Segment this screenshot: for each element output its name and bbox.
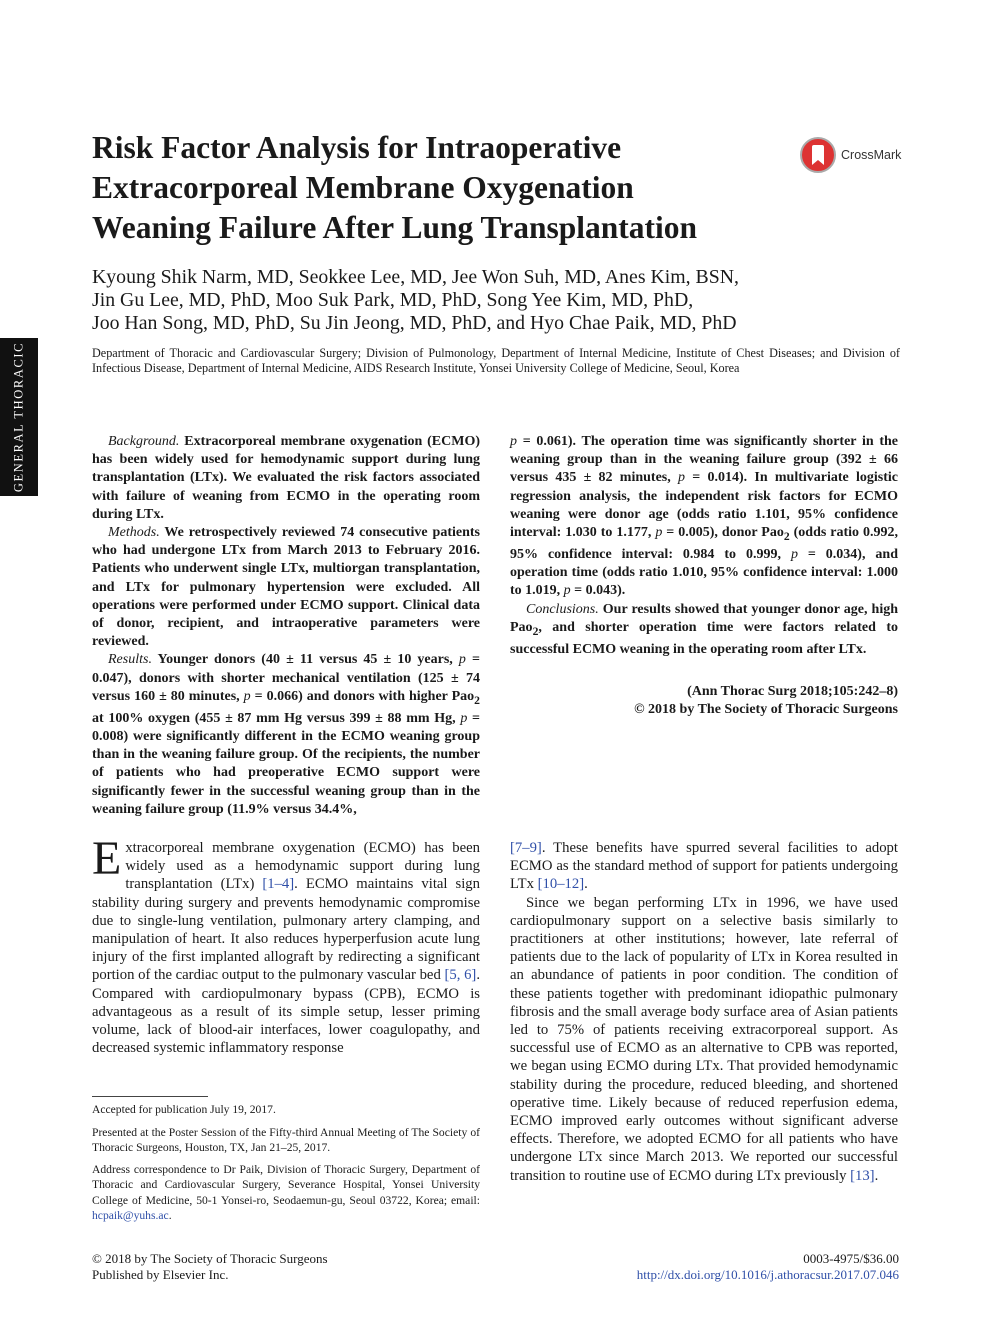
abstract-heading: Background. <box>108 434 180 449</box>
abstract-results-cont: p = 0.061). The operation time was significantly shorter in the weaning group than in the weaning failure group (392 ± 66 versus 435 ± 82 minutes, p = 0.014). In multivariate logistic regression analysis, the independent risk factors for ECMO weaning were donor age (odds ratio 1.101, 95% confidence interval: 1.030 to 1.177, p = 0.005), donor Pao$_2$ (odds ratio 0.992, 95% confidence interval: 0.984 to 0.999, p = 0.034), and operation time (odds ratio 1.010, 95% confidence interval: 1.000 to 1.019, p = 0.043). <box>510 434 898 599</box>
section-tab <box>0 338 38 496</box>
crossmark-label: CrossMark <box>841 148 902 162</box>
section-tab-label: GENERAL THORACIC <box>11 341 26 493</box>
abstract-conclusions: Conclusions. Our results showed that younger donor age, high Pao$_2$, and shorter operation time were factors related to successful ECMO weaning in the operating room after LTx. <box>510 601 898 657</box>
reference-link[interactable]: [10–12] <box>537 876 585 893</box>
body-paragraph: Since we began performing LTx in 1996, we have used cardiopulmonary support on a selective basis similarly to practitioners at other institutions; however, late referral of patients due to the lack of popularity of LTx in Korea resulted in an abundance of patients in poor condition. The condition of these patients together with predominant idiopathic pulmonary fibrosis and the small average body surface area of Asian patients led to 75% of patients receiving extracorporeal support. As successful use of ECMO as an alternative to CPB was reported, we began using ECMO during LTx. That provided hemodynamic stability during the procedure, reduced bleeding, and shortened operative time. Likely because of reduced reperfusion edema, ECMO improved early outcomes without significant adverse effects. Therefore, we adopted ECMO for all patients who have undergone LTx since March 2013. We reported our successful transition to routine use of ECMO during LTx previously [13]. <box>510 894 898 1184</box>
footnote-divider <box>92 1096 208 1097</box>
reference-link[interactable]: [7–9] <box>510 840 542 856</box>
body-paragraph: Extracorporeal membrane oxygenation (ECMO) has been widely used as a hemodynamic support during lung transplantation (LTx) [1–4]. ECMO maintains vital sign stability during surgery and prevents hemodynamic compromise due to single-lung ventilation, pulmonary artery clamping, and manipulation of heart. It also reduces hyperperfusion acute lung injury of the first implanted allograft by redirecting a significant portion of the cardiac output to the pulmonary vascular bed [5, 6]. Compared with cardiopulmonary bypass (CPB), ECMO is advantageous as a result of its simple setup, lesser priming volume, lack of blood-air interfaces, lower coagulopathy, and decreased systemic inflammatory response <box>92 832 480 1057</box>
abstract-heading: Methods. <box>108 525 160 541</box>
affiliation: Department of Thoracic and Cardiovascular Surgery; Division of Pulmonology, Department of Internal Medicine, Institute of Chest Diseases; and Division of Infectious Disease, Department of Internal Medicine, AIDS Research Institute, Yonsei University College of Medicine, Seoul, Korea <box>92 346 900 376</box>
reference-link[interactable]: [13] <box>850 1167 875 1184</box>
journal-citation: (Ann Thorac Surg 2018;105:242–8) <box>687 684 898 700</box>
footer-left <box>92 1251 328 1282</box>
author-list <box>92 266 912 335</box>
reference-link[interactable]: [5, 6] <box>444 967 477 984</box>
footer-copyright: © 2018 by The Society of Thoracic Surgeons <box>92 1251 328 1266</box>
crossmark-badge[interactable] <box>800 137 901 173</box>
author-line: Jin Gu Lee, MD, PhD, Moo Suk Park, MD, PhD, Song Yee Kim, MD, PhD, <box>92 289 694 311</box>
abstract-right-column <box>510 433 898 719</box>
abstract-results: Results. Younger donors (40 ± 11 versus 45 ± 10 years, p = 0.047), donors with shorter mechanical ventilation (125 ± 74 versus 160 ± 80 minutes, p = 0.066) and donors with higher Pao$_2$ at 100% oxygen (455 ± 87 mm Hg versus 399 ± 88 mm Hg, p = 0.008) were significantly different in the ECMO weaning group than in the weaning failure group. Of the recipients, the number of patients who had preoperative ECMO support were significantly fewer in the successful weaning group than in the weaning failure group (11.9% versus 34.4%, <box>92 652 480 817</box>
abstract-background: Background. Extracorporeal membrane oxygenation (ECMO) has been widely used for hemodynamic support during lung transplantation (LTx). We evaluated the risk factors associated with failure of weaning from ECMO in the operating room during LTx. <box>92 434 480 522</box>
body-left-column <box>92 832 480 1057</box>
abstract-heading: Conclusions. <box>526 601 599 617</box>
drop-cap: E <box>92 832 122 885</box>
author-line: Joo Han Song, MD, PhD, Su Jin Jeong, MD, PhD, and Hyo Chae Paik, MD, PhD <box>92 312 737 334</box>
footnote-address: Address correspondence to Dr Paik, Division of Thoracic Surgery, Department of Thoracic and Cardiovascular Surgery, Severance Hospital, Yonsei University College of Medicine, 50-1 Yonsei-ro, Seodaemun-gu, Seoul 03722, Korea; email: hcpaik@yuhs.ac. <box>92 1163 480 1223</box>
title-line: Weaning Failure After Lung Transplantation <box>92 210 698 245</box>
title-line: Risk Factor Analysis for Intraoperative <box>92 130 622 165</box>
abstract-left-column <box>92 433 480 819</box>
title-line: Extracorporeal Membrane Oxygenation <box>92 170 634 205</box>
reference-link[interactable]: [1–4] <box>262 876 295 893</box>
body-paragraph: [7–9]. These benefits have spurred several facilities to adopt ECMO as the standard method of support for patients undergoing LTx [10–12]. <box>510 840 898 893</box>
author-line: Kyoung Shik Narm, MD, Seokkee Lee, MD, Jee Won Suh, MD, Anes Kim, BSN, <box>92 266 739 288</box>
article-title <box>92 128 792 248</box>
footer-right <box>637 1251 899 1282</box>
citation-block <box>510 683 898 719</box>
footer-issn: 0003-4975/$36.00 <box>803 1251 899 1266</box>
abstract-heading: Results. <box>108 652 152 668</box>
body-right-column <box>510 839 898 1185</box>
email-link[interactable]: hcpaik@yuhs.ac <box>92 1209 169 1223</box>
abstract-methods: Methods. We retrospectively reviewed 74 consecutive patients who had undergone LTx from March 2013 to February 2016. Patients who underwent single LTx, multiorgan transplantation, and LTx for pulmonary hypertension were excluded. All operations were performed under ECMO support. Clinical data of donor, recipient, and intraoperative parameters were reviewed. <box>92 525 480 650</box>
doi-link[interactable]: http://dx.doi.org/10.1016/j.athoracsur.2017.07.046 <box>636 1266 899 1282</box>
crossmark-icon <box>800 137 836 173</box>
footnote-accepted: Accepted for publication July 19, 2017. <box>92 1103 276 1116</box>
abstract-copyright: © 2018 by The Society of Thoracic Surgeons <box>634 702 898 718</box>
footer-publisher: Published by Elsevier Inc. <box>92 1266 229 1282</box>
footnote-presented: Presented at the Poster Session of the Fifty-third Annual Meeting of The Society of Thoracic Surgeons, Houston, TX, Jan 21–25, 2017. <box>92 1126 480 1155</box>
